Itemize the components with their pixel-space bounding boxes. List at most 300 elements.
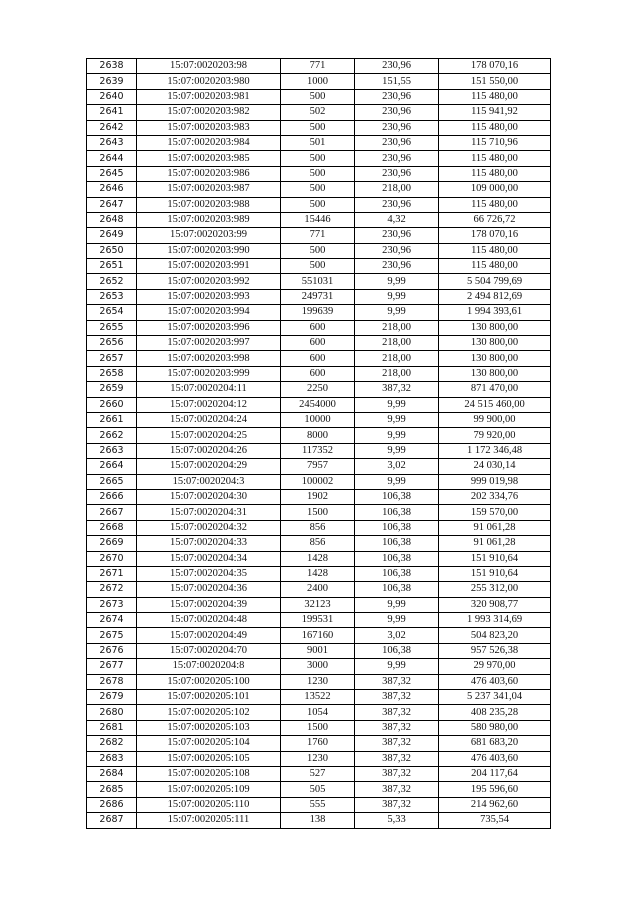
table-row — [87, 643, 551, 658]
unit-value-cell: 9,99 — [355, 474, 439, 489]
unit-value-cell: 230,96 — [355, 59, 439, 74]
cadastral-number-cell: 15:07:0020203:986 — [137, 166, 281, 181]
row-number-cell: 2666 — [87, 489, 137, 504]
cadastral-number-cell: 15:07:0020203:999 — [137, 366, 281, 381]
table-row — [87, 412, 551, 427]
unit-value-cell: 106,38 — [355, 643, 439, 658]
row-number-cell: 2668 — [87, 520, 137, 535]
cadastral-value-cell: 5 237 341,04 — [439, 690, 551, 705]
cadastral-number-cell: 15:07:0020203:981 — [137, 89, 281, 104]
cadastral-value-cell: 115 480,00 — [439, 259, 551, 274]
unit-value-cell: 387,32 — [355, 736, 439, 751]
cadastral-value-cell: 476 403,60 — [439, 674, 551, 689]
area-cell: 1902 — [281, 489, 355, 504]
row-number-cell: 2652 — [87, 274, 137, 289]
table-row — [87, 59, 551, 74]
row-number-cell: 2684 — [87, 766, 137, 781]
table-row — [87, 797, 551, 812]
cadastral-value-cell: 151 910,64 — [439, 551, 551, 566]
area-cell: 7957 — [281, 459, 355, 474]
table-row — [87, 459, 551, 474]
table-body — [87, 59, 551, 829]
unit-value-cell: 218,00 — [355, 320, 439, 335]
area-cell: 1760 — [281, 736, 355, 751]
table-row — [87, 782, 551, 797]
unit-value-cell: 230,96 — [355, 151, 439, 166]
table-row — [87, 166, 551, 181]
table-row — [87, 228, 551, 243]
table-row — [87, 813, 551, 828]
row-number-cell: 2674 — [87, 613, 137, 628]
area-cell: 856 — [281, 536, 355, 551]
cadastral-value-cell: 115 710,96 — [439, 135, 551, 150]
cadastral-value-table — [86, 58, 551, 829]
cadastral-value-cell: 24 030,14 — [439, 459, 551, 474]
cadastral-value-cell: 109 000,00 — [439, 182, 551, 197]
area-cell: 2454000 — [281, 397, 355, 412]
cadastral-number-cell: 15:07:0020203:998 — [137, 351, 281, 366]
table-row — [87, 259, 551, 274]
table-row — [87, 659, 551, 674]
area-cell: 138 — [281, 813, 355, 828]
table-row — [87, 428, 551, 443]
row-number-cell: 2686 — [87, 797, 137, 812]
row-number-cell: 2643 — [87, 135, 137, 150]
unit-value-cell: 230,96 — [355, 228, 439, 243]
table-row — [87, 720, 551, 735]
cadastral-number-cell: 15:07:0020203:994 — [137, 305, 281, 320]
row-number-cell: 2648 — [87, 212, 137, 227]
area-cell: 8000 — [281, 428, 355, 443]
table-row — [87, 274, 551, 289]
unit-value-cell: 9,99 — [355, 412, 439, 427]
cadastral-number-cell: 15:07:0020203:985 — [137, 151, 281, 166]
cadastral-number-cell: 15:07:0020204:24 — [137, 412, 281, 427]
table-row — [87, 366, 551, 381]
area-cell: 500 — [281, 120, 355, 135]
unit-value-cell: 387,32 — [355, 382, 439, 397]
row-number-cell: 2661 — [87, 412, 137, 427]
area-cell: 199639 — [281, 305, 355, 320]
cadastral-number-cell: 15:07:0020203:996 — [137, 320, 281, 335]
cadastral-number-cell: 15:07:0020203:99 — [137, 228, 281, 243]
unit-value-cell: 218,00 — [355, 336, 439, 351]
unit-value-cell: 230,96 — [355, 197, 439, 212]
row-number-cell: 2641 — [87, 105, 137, 120]
area-cell: 249731 — [281, 289, 355, 304]
cadastral-value-cell: 159 570,00 — [439, 505, 551, 520]
unit-value-cell: 106,38 — [355, 536, 439, 551]
row-number-cell: 2640 — [87, 89, 137, 104]
cadastral-number-cell: 15:07:0020204:8 — [137, 659, 281, 674]
table-row — [87, 505, 551, 520]
cadastral-value-cell: 2 494 812,69 — [439, 289, 551, 304]
unit-value-cell: 106,38 — [355, 489, 439, 504]
row-number-cell: 2677 — [87, 659, 137, 674]
row-number-cell: 2669 — [87, 536, 137, 551]
table-row — [87, 736, 551, 751]
cadastral-value-cell: 99 900,00 — [439, 412, 551, 427]
area-cell: 600 — [281, 351, 355, 366]
area-cell: 1500 — [281, 720, 355, 735]
row-number-cell: 2638 — [87, 59, 137, 74]
table-row — [87, 305, 551, 320]
unit-value-cell: 387,32 — [355, 797, 439, 812]
row-number-cell: 2679 — [87, 690, 137, 705]
cadastral-number-cell: 15:07:0020203:982 — [137, 105, 281, 120]
unit-value-cell: 3,02 — [355, 628, 439, 643]
table-row — [87, 751, 551, 766]
table-row — [87, 582, 551, 597]
area-cell: 10000 — [281, 412, 355, 427]
row-number-cell: 2664 — [87, 459, 137, 474]
row-number-cell: 2667 — [87, 505, 137, 520]
cadastral-number-cell: 15:07:0020203:980 — [137, 74, 281, 89]
table-row — [87, 105, 551, 120]
area-cell: 600 — [281, 320, 355, 335]
cadastral-value-cell: 130 800,00 — [439, 320, 551, 335]
row-number-cell: 2675 — [87, 628, 137, 643]
cadastral-value-cell: 202 334,76 — [439, 489, 551, 504]
area-cell: 502 — [281, 105, 355, 120]
row-number-cell: 2676 — [87, 643, 137, 658]
unit-value-cell: 106,38 — [355, 582, 439, 597]
row-number-cell: 2657 — [87, 351, 137, 366]
table-row — [87, 151, 551, 166]
table-row — [87, 382, 551, 397]
cadastral-value-cell: 130 800,00 — [439, 336, 551, 351]
area-cell: 1428 — [281, 566, 355, 581]
row-number-cell: 2644 — [87, 151, 137, 166]
cadastral-number-cell: 15:07:0020204:36 — [137, 582, 281, 597]
unit-value-cell: 106,38 — [355, 566, 439, 581]
table-row — [87, 397, 551, 412]
cadastral-value-cell: 871 470,00 — [439, 382, 551, 397]
cadastral-value-cell: 178 070,16 — [439, 228, 551, 243]
cadastral-value-cell: 957 526,38 — [439, 643, 551, 658]
cadastral-number-cell: 15:07:0020203:98 — [137, 59, 281, 74]
cadastral-value-cell: 130 800,00 — [439, 351, 551, 366]
row-number-cell: 2687 — [87, 813, 137, 828]
table-row — [87, 289, 551, 304]
cadastral-value-cell: 115 480,00 — [439, 166, 551, 181]
area-cell: 9001 — [281, 643, 355, 658]
cadastral-number-cell: 15:07:0020205:109 — [137, 782, 281, 797]
table-row — [87, 690, 551, 705]
cadastral-value-cell: 1 993 314,69 — [439, 613, 551, 628]
table-row — [87, 474, 551, 489]
cadastral-number-cell: 15:07:0020204:48 — [137, 613, 281, 628]
row-number-cell: 2639 — [87, 74, 137, 89]
row-number-cell: 2665 — [87, 474, 137, 489]
table-row — [87, 566, 551, 581]
cadastral-number-cell: 15:07:0020205:104 — [137, 736, 281, 751]
unit-value-cell: 151,55 — [355, 74, 439, 89]
cadastral-value-cell: 5 504 799,69 — [439, 274, 551, 289]
table-row — [87, 628, 551, 643]
cadastral-number-cell: 15:07:0020203:983 — [137, 120, 281, 135]
table-row — [87, 597, 551, 612]
unit-value-cell: 106,38 — [355, 505, 439, 520]
unit-value-cell: 230,96 — [355, 120, 439, 135]
row-number-cell: 2646 — [87, 182, 137, 197]
row-number-cell: 2659 — [87, 382, 137, 397]
row-number-cell: 2683 — [87, 751, 137, 766]
unit-value-cell: 230,96 — [355, 89, 439, 104]
unit-value-cell: 218,00 — [355, 182, 439, 197]
unit-value-cell: 218,00 — [355, 366, 439, 381]
unit-value-cell: 230,96 — [355, 135, 439, 150]
cadastral-value-cell: 204 117,64 — [439, 766, 551, 781]
table-row — [87, 766, 551, 781]
area-cell: 500 — [281, 166, 355, 181]
cadastral-number-cell: 15:07:0020204:35 — [137, 566, 281, 581]
table-row — [87, 489, 551, 504]
unit-value-cell: 9,99 — [355, 274, 439, 289]
row-number-cell: 2647 — [87, 197, 137, 212]
area-cell: 1500 — [281, 505, 355, 520]
area-cell: 15446 — [281, 212, 355, 227]
row-number-cell: 2685 — [87, 782, 137, 797]
unit-value-cell: 9,99 — [355, 659, 439, 674]
cadastral-number-cell: 15:07:0020203:990 — [137, 243, 281, 258]
unit-value-cell: 9,99 — [355, 597, 439, 612]
cadastral-value-cell: 476 403,60 — [439, 751, 551, 766]
cadastral-value-cell: 66 726,72 — [439, 212, 551, 227]
cadastral-number-cell: 15:07:0020203:987 — [137, 182, 281, 197]
table-row — [87, 536, 551, 551]
area-cell: 555 — [281, 797, 355, 812]
cadastral-value-cell: 1 994 393,61 — [439, 305, 551, 320]
area-cell: 527 — [281, 766, 355, 781]
cadastral-value-cell: 255 312,00 — [439, 582, 551, 597]
unit-value-cell: 106,38 — [355, 551, 439, 566]
row-number-cell: 2651 — [87, 259, 137, 274]
cadastral-number-cell: 15:07:0020205:101 — [137, 690, 281, 705]
cadastral-number-cell: 15:07:0020204:3 — [137, 474, 281, 489]
cadastral-number-cell: 15:07:0020204:31 — [137, 505, 281, 520]
cadastral-number-cell: 15:07:0020205:100 — [137, 674, 281, 689]
area-cell: 1054 — [281, 705, 355, 720]
row-number-cell: 2678 — [87, 674, 137, 689]
row-number-cell: 2670 — [87, 551, 137, 566]
cadastral-number-cell: 15:07:0020203:992 — [137, 274, 281, 289]
cadastral-value-cell: 580 980,00 — [439, 720, 551, 735]
area-cell: 32123 — [281, 597, 355, 612]
table-row — [87, 135, 551, 150]
table-row — [87, 182, 551, 197]
area-cell: 500 — [281, 197, 355, 212]
area-cell: 3000 — [281, 659, 355, 674]
unit-value-cell: 9,99 — [355, 397, 439, 412]
row-number-cell: 2650 — [87, 243, 137, 258]
cadastral-value-cell: 115 480,00 — [439, 243, 551, 258]
cadastral-value-cell: 504 823,20 — [439, 628, 551, 643]
table-row — [87, 74, 551, 89]
row-number-cell: 2655 — [87, 320, 137, 335]
table-row — [87, 674, 551, 689]
cadastral-number-cell: 15:07:0020205:108 — [137, 766, 281, 781]
unit-value-cell: 9,99 — [355, 443, 439, 458]
area-cell: 600 — [281, 366, 355, 381]
cadastral-number-cell: 15:07:0020203:989 — [137, 212, 281, 227]
table-row — [87, 120, 551, 135]
row-number-cell: 2672 — [87, 582, 137, 597]
area-cell: 2400 — [281, 582, 355, 597]
row-number-cell: 2649 — [87, 228, 137, 243]
row-number-cell: 2671 — [87, 566, 137, 581]
cadastral-value-cell: 178 070,16 — [439, 59, 551, 74]
unit-value-cell: 230,96 — [355, 105, 439, 120]
area-cell: 199531 — [281, 613, 355, 628]
cadastral-number-cell: 15:07:0020204:26 — [137, 443, 281, 458]
cadastral-value-cell: 115 480,00 — [439, 89, 551, 104]
cadastral-value-cell: 115 480,00 — [439, 197, 551, 212]
cadastral-number-cell: 15:07:0020205:105 — [137, 751, 281, 766]
cadastral-value-cell: 79 920,00 — [439, 428, 551, 443]
unit-value-cell: 9,99 — [355, 305, 439, 320]
row-number-cell: 2663 — [87, 443, 137, 458]
cadastral-value-cell: 115 941,92 — [439, 105, 551, 120]
area-cell: 1230 — [281, 751, 355, 766]
unit-value-cell: 4,32 — [355, 212, 439, 227]
area-cell: 505 — [281, 782, 355, 797]
cadastral-value-cell: 320 908,77 — [439, 597, 551, 612]
cadastral-number-cell: 15:07:0020203:988 — [137, 197, 281, 212]
table-row — [87, 443, 551, 458]
table-row — [87, 551, 551, 566]
cadastral-number-cell: 15:07:0020203:997 — [137, 336, 281, 351]
area-cell: 551031 — [281, 274, 355, 289]
cadastral-number-cell: 15:07:0020204:39 — [137, 597, 281, 612]
cadastral-number-cell: 15:07:0020204:33 — [137, 536, 281, 551]
unit-value-cell: 387,32 — [355, 690, 439, 705]
table-row — [87, 212, 551, 227]
unit-value-cell: 387,32 — [355, 674, 439, 689]
row-number-cell: 2653 — [87, 289, 137, 304]
area-cell: 13522 — [281, 690, 355, 705]
row-number-cell: 2660 — [87, 397, 137, 412]
cadastral-number-cell: 15:07:0020204:30 — [137, 489, 281, 504]
area-cell: 117352 — [281, 443, 355, 458]
area-cell: 500 — [281, 151, 355, 166]
row-number-cell: 2662 — [87, 428, 137, 443]
cadastral-number-cell: 15:07:0020204:32 — [137, 520, 281, 535]
area-cell: 500 — [281, 243, 355, 258]
area-cell: 500 — [281, 259, 355, 274]
cadastral-value-cell: 91 061,28 — [439, 536, 551, 551]
area-cell: 856 — [281, 520, 355, 535]
row-number-cell: 2682 — [87, 736, 137, 751]
cadastral-value-cell: 681 683,20 — [439, 736, 551, 751]
unit-value-cell: 9,99 — [355, 428, 439, 443]
row-number-cell: 2673 — [87, 597, 137, 612]
area-cell: 2250 — [281, 382, 355, 397]
row-number-cell: 2658 — [87, 366, 137, 381]
table-row — [87, 197, 551, 212]
cadastral-value-cell: 195 596,60 — [439, 782, 551, 797]
table-row — [87, 613, 551, 628]
table-row — [87, 351, 551, 366]
area-cell: 1428 — [281, 551, 355, 566]
cadastral-value-cell: 115 480,00 — [439, 151, 551, 166]
table-row — [87, 336, 551, 351]
unit-value-cell: 5,33 — [355, 813, 439, 828]
cadastral-value-cell: 214 962,60 — [439, 797, 551, 812]
cadastral-number-cell: 15:07:0020204:25 — [137, 428, 281, 443]
cadastral-value-cell: 29 970,00 — [439, 659, 551, 674]
row-number-cell: 2642 — [87, 120, 137, 135]
unit-value-cell: 387,32 — [355, 766, 439, 781]
unit-value-cell: 230,96 — [355, 243, 439, 258]
cadastral-value-cell: 130 800,00 — [439, 366, 551, 381]
cadastral-value-cell: 115 480,00 — [439, 120, 551, 135]
area-cell: 167160 — [281, 628, 355, 643]
row-number-cell: 2656 — [87, 336, 137, 351]
unit-value-cell: 218,00 — [355, 351, 439, 366]
unit-value-cell: 106,38 — [355, 520, 439, 535]
table-row — [87, 89, 551, 104]
unit-value-cell: 387,32 — [355, 782, 439, 797]
cadastral-value-cell: 151 550,00 — [439, 74, 551, 89]
cadastral-number-cell: 15:07:0020204:34 — [137, 551, 281, 566]
area-cell: 500 — [281, 89, 355, 104]
cadastral-number-cell: 15:07:0020205:111 — [137, 813, 281, 828]
cadastral-number-cell: 15:07:0020203:991 — [137, 259, 281, 274]
cadastral-value-cell: 735,54 — [439, 813, 551, 828]
cadastral-number-cell: 15:07:0020205:110 — [137, 797, 281, 812]
table-row — [87, 705, 551, 720]
unit-value-cell: 387,32 — [355, 720, 439, 735]
cadastral-number-cell: 15:07:0020203:984 — [137, 135, 281, 150]
area-cell: 600 — [281, 336, 355, 351]
area-cell: 501 — [281, 135, 355, 150]
area-cell: 500 — [281, 182, 355, 197]
table-row — [87, 243, 551, 258]
cadastral-number-cell: 15:07:0020205:103 — [137, 720, 281, 735]
row-number-cell: 2681 — [87, 720, 137, 735]
row-number-cell: 2654 — [87, 305, 137, 320]
table-row — [87, 320, 551, 335]
unit-value-cell: 9,99 — [355, 613, 439, 628]
area-cell: 1230 — [281, 674, 355, 689]
cadastral-number-cell: 15:07:0020204:11 — [137, 382, 281, 397]
table-row — [87, 520, 551, 535]
cadastral-number-cell: 15:07:0020204:29 — [137, 459, 281, 474]
unit-value-cell: 387,32 — [355, 751, 439, 766]
cadastral-value-cell: 151 910,64 — [439, 566, 551, 581]
area-cell: 100002 — [281, 474, 355, 489]
cadastral-number-cell: 15:07:0020204:49 — [137, 628, 281, 643]
cadastral-value-cell: 91 061,28 — [439, 520, 551, 535]
cadastral-value-cell: 999 019,98 — [439, 474, 551, 489]
cadastral-number-cell: 15:07:0020203:993 — [137, 289, 281, 304]
unit-value-cell: 387,32 — [355, 705, 439, 720]
cadastral-value-cell: 1 172 346,48 — [439, 443, 551, 458]
cadastral-value-cell: 408 235,28 — [439, 705, 551, 720]
row-number-cell: 2645 — [87, 166, 137, 181]
area-cell: 771 — [281, 59, 355, 74]
cadastral-number-cell: 15:07:0020204:12 — [137, 397, 281, 412]
cadastral-number-cell: 15:07:0020204:70 — [137, 643, 281, 658]
cadastral-number-cell: 15:07:0020205:102 — [137, 705, 281, 720]
cadastral-value-cell: 24 515 460,00 — [439, 397, 551, 412]
area-cell: 771 — [281, 228, 355, 243]
area-cell: 1000 — [281, 74, 355, 89]
unit-value-cell: 9,99 — [355, 289, 439, 304]
unit-value-cell: 230,96 — [355, 166, 439, 181]
row-number-cell: 2680 — [87, 705, 137, 720]
